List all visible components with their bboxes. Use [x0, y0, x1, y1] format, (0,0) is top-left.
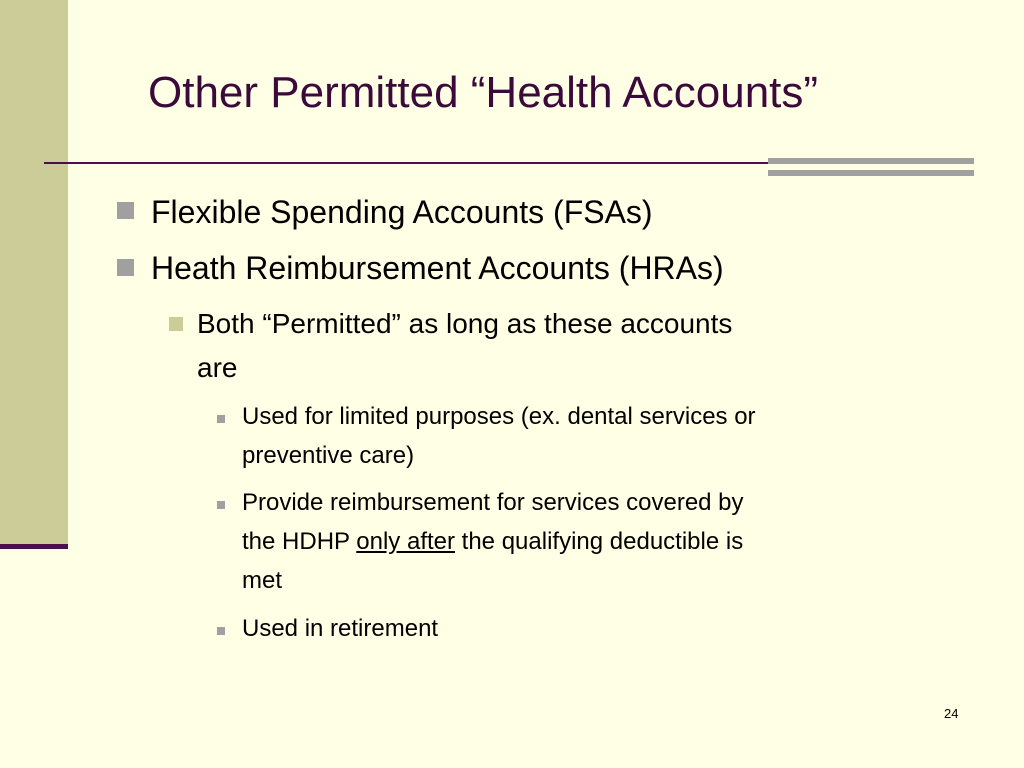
bullet-text-line: Both “Permitted” as long as these accounts [197, 308, 733, 339]
bullet-text-line: are [197, 352, 238, 383]
bullet-text-line: met [242, 567, 283, 594]
bullet-text: Heath Reimbursement Accounts (HRAs) [151, 250, 724, 286]
bullet-text-line [242, 523, 743, 561]
underlined-emphasis: only after [356, 528, 455, 555]
square-bullet-icon [217, 627, 225, 635]
text-segment: the HDHP [242, 528, 357, 555]
slide-title: Other Permitted “Health Accounts” [148, 68, 819, 117]
square-bullet-icon [117, 259, 134, 276]
square-bullet-icon [169, 317, 183, 331]
bullet-text: Used in retirement [242, 615, 439, 642]
page-number: 24 [944, 706, 959, 721]
bullet-text-line: Provide reimbursement for services covered by [242, 489, 744, 516]
text-segment: the qualifying deductible is [455, 528, 744, 555]
bullet-text: Flexible Spending Accounts (FSAs) [151, 194, 653, 230]
bullet-text-line: preventive care) [242, 442, 415, 469]
square-bullet-icon [117, 202, 134, 219]
bullet-text-line: Used for limited purposes (ex. dental services or [242, 403, 756, 430]
square-bullet-icon [217, 501, 225, 509]
square-bullet-icon [217, 415, 225, 423]
